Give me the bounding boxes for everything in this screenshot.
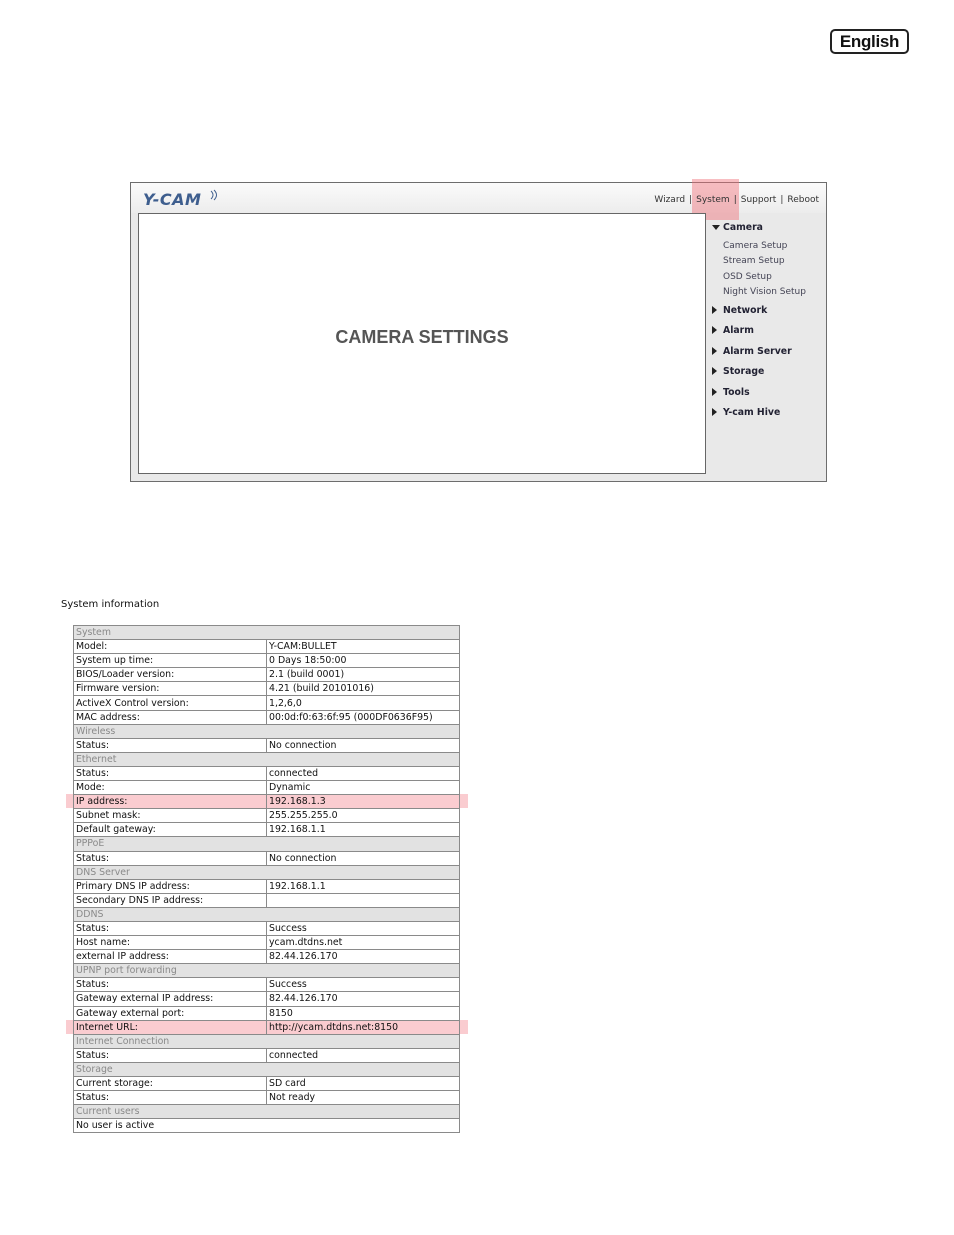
- row-value: No connection: [267, 738, 460, 752]
- table-row: [74, 809, 460, 823]
- row-label: Current storage:: [74, 1077, 267, 1091]
- table-row: [74, 738, 460, 752]
- row-label: MAC address:: [74, 710, 267, 724]
- row-label: Status:: [74, 851, 267, 865]
- row-value: Not ready: [267, 1091, 460, 1105]
- row-label: IP address:: [74, 795, 267, 809]
- row-value: 00:0d:f0:63:6f:95 (000DF0636F95): [267, 710, 460, 724]
- table-section-header: [74, 724, 460, 738]
- content-area: [138, 213, 706, 474]
- row-label: Status:: [74, 921, 267, 935]
- system-information-table: [73, 625, 460, 1133]
- row-label: Status:: [74, 738, 267, 752]
- row-value: SD card: [267, 1077, 460, 1091]
- row-label: Status:: [74, 1048, 267, 1062]
- sidebar-group-label: Tools: [723, 386, 750, 398]
- nav-wizard[interactable]: Wizard: [654, 195, 686, 205]
- table-row: [74, 992, 460, 1006]
- nav-separator: |: [780, 195, 784, 205]
- section-title: Wireless: [74, 724, 460, 738]
- table-row: [74, 823, 460, 837]
- table-row: [74, 936, 460, 950]
- sidebar-group-label: Camera: [723, 222, 763, 233]
- section-title: DDNS: [74, 907, 460, 921]
- table-row: [74, 893, 460, 907]
- nav-system[interactable]: System: [696, 195, 730, 205]
- wifi-waves-icon: [209, 189, 221, 201]
- row-value: ycam.dtdns.net: [267, 936, 460, 950]
- row-label: Internet URL:: [74, 1020, 267, 1034]
- sidebar-group-alarm-server[interactable]: [711, 345, 823, 366]
- row-label: Default gateway:: [74, 823, 267, 837]
- row-label: Primary DNS IP address:: [74, 879, 267, 893]
- row-value: No connection: [267, 851, 460, 865]
- section-title: PPPoE: [74, 837, 460, 851]
- camera-top-bar: [131, 183, 826, 213]
- row-value: http://ycam.dtdns.net:8150: [267, 1020, 460, 1034]
- row-value: 4.21 (build 20101016): [267, 682, 460, 696]
- row-value: 255.255.255.0: [267, 809, 460, 823]
- table-row: [74, 1006, 460, 1020]
- table-row: [74, 978, 460, 992]
- table-row: [74, 1077, 460, 1091]
- sidebar-item-camera-setup[interactable]: Camera Setup: [723, 241, 788, 251]
- table-row: [74, 640, 460, 654]
- table-section-header: [74, 907, 460, 921]
- table-row: [74, 795, 460, 809]
- sidebar-group-storage[interactable]: [711, 365, 823, 386]
- table-section-header: [74, 626, 460, 640]
- row-value: [267, 893, 460, 907]
- row-label: Gateway external IP address:: [74, 992, 267, 1006]
- caret-right-icon: [712, 306, 717, 314]
- row-label: Subnet mask:: [74, 809, 267, 823]
- table-section-header: [74, 752, 460, 766]
- sidebar-group-camera[interactable]: [711, 221, 823, 239]
- table-row: [74, 1119, 460, 1133]
- caret-right-icon: [712, 388, 717, 396]
- system-information-title: System information: [61, 599, 160, 610]
- row-label: external IP address:: [74, 950, 267, 964]
- nav-support[interactable]: Support: [740, 195, 777, 205]
- row-label: Host name:: [74, 936, 267, 950]
- row-label: Status:: [74, 1091, 267, 1105]
- section-title: Ethernet: [74, 752, 460, 766]
- sidebar-item-stream-setup[interactable]: Stream Setup: [723, 256, 785, 267]
- caret-right-icon: [712, 347, 717, 355]
- table-row: [74, 766, 460, 780]
- row-value: 192.168.1.1: [267, 879, 460, 893]
- table-row: [74, 781, 460, 795]
- table-row: [74, 682, 460, 696]
- section-title: System: [74, 626, 460, 640]
- sidebar-group-network[interactable]: [711, 304, 823, 325]
- section-title: DNS Server: [74, 865, 460, 879]
- top-navigation: [654, 195, 819, 205]
- nav-separator: |: [733, 195, 737, 205]
- sidebar-item-osd-setup[interactable]: OSD Setup: [723, 271, 772, 282]
- sidebar-group-alarm[interactable]: [711, 324, 823, 345]
- row-value: Dynamic: [267, 781, 460, 795]
- row-value: 1,2,6,0: [267, 696, 460, 710]
- section-title: Internet Connection: [74, 1034, 460, 1048]
- nav-reboot[interactable]: Reboot: [787, 195, 819, 205]
- row-label: Gateway external port:: [74, 1006, 267, 1020]
- row-label: Status:: [74, 766, 267, 780]
- sidebar-group-label: Y-cam Hive: [723, 407, 781, 419]
- settings-sidebar: [711, 221, 823, 427]
- sidebar-group-y-cam-hive[interactable]: [711, 406, 823, 427]
- table-row: [74, 950, 460, 964]
- table-row: [74, 1091, 460, 1105]
- sidebar-item-night-vision-setup[interactable]: Night Vision Setup: [723, 286, 806, 297]
- table-row: [74, 879, 460, 893]
- row-value: 192.168.1.3: [267, 795, 460, 809]
- row-value: 82.44.126.170: [267, 950, 460, 964]
- row-label: Firmware version:: [74, 682, 267, 696]
- table-section-header: [74, 837, 460, 851]
- table-row: [74, 654, 460, 668]
- row-label: Mode:: [74, 781, 267, 795]
- row-label: ActiveX Control version:: [74, 696, 267, 710]
- caret-right-icon: [712, 367, 717, 375]
- sidebar-group-label: Network: [723, 304, 768, 316]
- row-label: No user is active: [74, 1119, 460, 1133]
- row-label: System up time:: [74, 654, 267, 668]
- table-row: [74, 1048, 460, 1062]
- row-label: Secondary DNS IP address:: [74, 893, 267, 907]
- row-value: 8150: [267, 1006, 460, 1020]
- row-label: BIOS/Loader version:: [74, 668, 267, 682]
- row-label: Status:: [74, 978, 267, 992]
- caret-right-icon: [712, 326, 717, 334]
- table-row: [74, 921, 460, 935]
- row-value: Y-CAM:BULLET: [267, 640, 460, 654]
- content-title: CAMERA SETTINGS: [335, 327, 509, 347]
- nav-separator: |: [689, 195, 693, 205]
- sidebar-group-label: Alarm: [723, 325, 754, 337]
- table-section-header: [74, 865, 460, 879]
- table-row: [74, 696, 460, 710]
- table-row: [74, 710, 460, 724]
- table-section-header: [74, 1034, 460, 1048]
- section-title: Current users: [74, 1105, 460, 1119]
- row-value: connected: [267, 766, 460, 780]
- row-label: Model:: [74, 640, 267, 654]
- language-badge: English: [830, 29, 909, 54]
- row-value: 0 Days 18:50:00: [267, 654, 460, 668]
- table-row: [74, 668, 460, 682]
- caret-down-icon: [712, 225, 720, 230]
- row-value: 82.44.126.170: [267, 992, 460, 1006]
- table-section-header: [74, 1105, 460, 1119]
- sidebar-group-tools[interactable]: [711, 386, 823, 407]
- row-value: connected: [267, 1048, 460, 1062]
- sidebar-group-label: Alarm Server: [723, 345, 792, 357]
- row-value: Success: [267, 921, 460, 935]
- table-section-header: [74, 964, 460, 978]
- sidebar-group-label: Storage: [723, 366, 765, 378]
- caret-right-icon: [712, 408, 717, 416]
- section-title: Storage: [74, 1062, 460, 1076]
- section-title: UPNP port forwarding: [74, 964, 460, 978]
- table-row: [74, 1020, 460, 1034]
- table-section-header: [74, 1062, 460, 1076]
- row-value: 2.1 (build 0001): [267, 668, 460, 682]
- y-cam-logo: Y-CAM: [143, 190, 202, 209]
- camera-web-ui: [130, 182, 827, 482]
- row-value: 192.168.1.1: [267, 823, 460, 837]
- table-row: [74, 851, 460, 865]
- row-value: Success: [267, 978, 460, 992]
